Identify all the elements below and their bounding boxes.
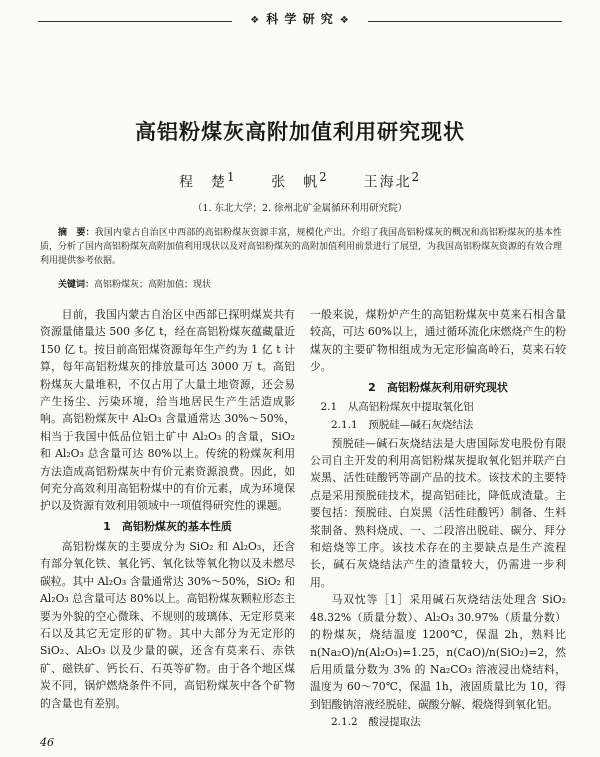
keywords-label: 关键词： [58, 280, 95, 290]
affiliation: （1. 东北大学；2. 徐州北矿金属循环利用研究院） [192, 203, 408, 214]
keywords [40, 278, 562, 292]
right-column [310, 306, 566, 732]
author-name: 程 楚 [178, 174, 227, 191]
abstract [40, 226, 562, 268]
paragraph: 一般来说，煤粉炉产生的高铝粉煤灰中莫来石相含量较高，可达 60%以上，通过循环流化床燃烧产生的粉煤灰的主要矿物相组成为无定形偏高岭石，莫来石较少。 [310, 308, 566, 374]
abstract-label: 摘 要： [58, 228, 95, 238]
left-column [40, 306, 295, 712]
running-header [0, 6, 600, 34]
section-heading: 2 高铝粉煤灰利用研究现状 [368, 380, 508, 394]
keywords-text: 高铝粉煤灰；高附加值；现状 [94, 280, 212, 290]
paragraph: 预脱硅—碱石灰烧结法是大唐国际发电股份有限公司自主开发的利用高铝粉煤灰提取氧化铝并联产白炭黑、活性硅酸钙等副产品的技术。该技术的主要特点是采用预脱硅技术，提高铝硅比，降低成渣量。主要包括：预脱硅、白炭黑（活性硅酸钙）制备、生料浆制备、熟料烧成、一、二段溶出脱硅、碳分、拜分和焙烧等工序。该技术存在的主要缺点是生产流程长，碱石灰烧结法产生的渣量较大，仍需进一步利用。 [310, 436, 566, 589]
ornament-icon: ❖ [250, 15, 261, 26]
author-list [0, 170, 600, 192]
subsection-heading: 2.1 从高铝粉煤灰中提取氧化铝 [320, 400, 474, 413]
abstract-text: 我国内蒙古自治区中西部的高铝粉煤灰资源丰富，规模化产出。介绍了我国高铝粉煤灰的概况和高铝粉煤灰的基本性质，分析了国内高铝粉煤灰高附加值利用现状以及对高铝粉煤灰的高附加值利用前景进行了展望，为我国高铝粉煤灰资源的有效合理利用提供参考依据。 [40, 228, 563, 266]
subsubsection-heading: 2.1.1 预脱硅—碱石灰烧结法 [331, 418, 474, 431]
article-title: 高铝粉煤灰高附加值利用研究现状 [135, 119, 465, 144]
section-name: 科 学 研 究 [266, 12, 334, 26]
paragraph: 目前，我国内蒙古自治区中西部已探明煤炭共有资源量储量达 500 多亿 t，经在高铝粉煤灰蕴藏量近 150 亿 t。按目前高铝煤资源每年生产约为 1 亿 t 计算，每年高铝粉煤灰的排放量可达 3000 万 t。高铝粉煤灰大量堆积，不仅占用了大量土地资源，还会易产生扬尘、污染环境，给当地居民生产生活造成影响。高铝粉煤灰中 Al₂O₃ 含量通常达 30%～50%，相当于我国中低品位铝土矿中 Al₂O₃ 的含量，SiO₂ 和 Al₂O₃ 总含量可达 80%以上。传统的粉煤灰利用方法造成高铝粉煤灰中有价元素资源浪费。因此，如何充分高效利用高铝粉煤中的有价元素，成为环境保护以及资源有效利用领域中一项值得研究性的课题。 [40, 308, 295, 513]
paragraph: 马双忱等［1］采用碱石灰烧结法处理含 SiO₂ 48.32%（质量分数）、Al₂O₃ 30.97%（质量分数）的粉煤灰，烧结温度 1200℃，保温 2h，熟料比 n(Na₂O)/n(Al₂O₃)=1.25，n(CaO)/n(SiO₂)=2，然后用质量分数为 3% 的 Na₂CO₃ 溶液浸出烧结料，温度为 60～70℃，保温 1h，液固质量比为 10，得到铝酸钠溶液经脱硅、碳酸分解、煅烧得到氧化铝。 [310, 593, 566, 711]
author-affil-mark: 2 [411, 170, 422, 184]
author-name: 王海北 [363, 174, 412, 191]
page-number: 46 [40, 736, 54, 749]
subsubsection-heading: 2.1.2 酸浸提取法 [331, 716, 421, 729]
author-affil-mark: 2 [319, 170, 329, 184]
section-tag [232, 10, 368, 30]
section-heading: 1 高铝粉煤灰的基本性质 [103, 519, 232, 533]
ornament-icon: ❖ [339, 15, 350, 26]
author-name: 张 帆 [271, 174, 320, 191]
author-affil-mark: 1 [226, 170, 237, 184]
paragraph: 高铝粉煤灰的主要成分为 SiO₂ 和 Al₂O₃，还含有部分氧化铁、氧化钙、氧化钛等氧化物以及未燃尽碳粒。其中 Al₂O₃ 含量通常达 30%～50%，SiO₂ 和 Al₂O₃ 总含量可达 80%以上。高铝粉煤灰颗粒形态主要为外貌的空心微珠、不规则的玻璃体、无定形莫来石以及其它无定形的矿物。其中大部分为无定形的 SiO₂、Al₂O₃ 以及少量的碳，还含有莫来石、赤铁矿、磁铁矿、钙长石、石英等矿物。由于各个地区煤炭不同，锅炉燃烧条件不同，高铝粉煤灰中各个矿物的含量也有差别。 [40, 539, 295, 710]
